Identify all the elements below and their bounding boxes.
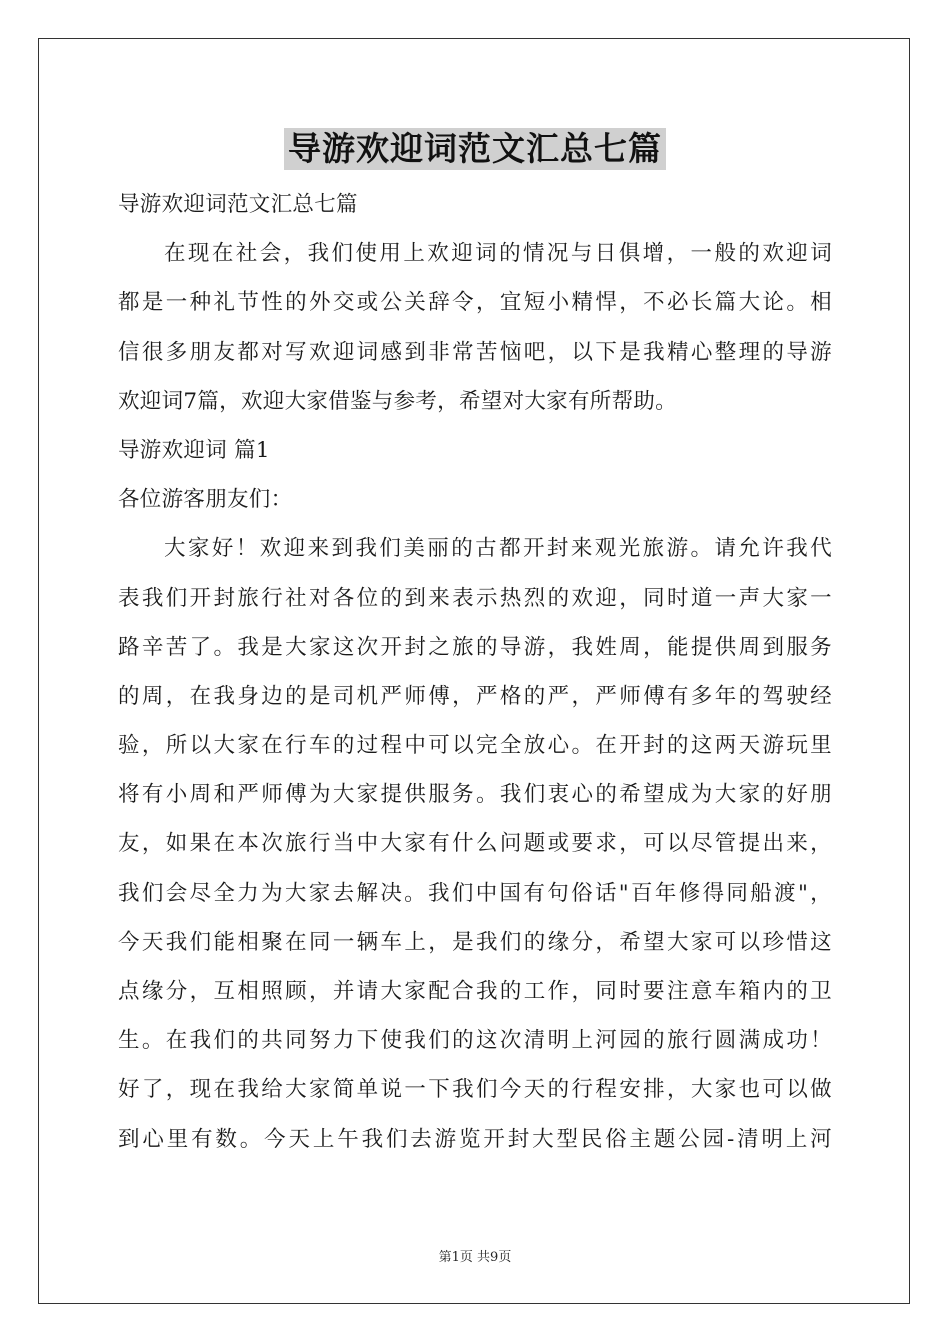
text-line: 欢迎词7篇，欢迎大家借鉴与参考，希望对大家有所帮助。 <box>118 388 677 414</box>
text-line: 大家好！欢迎来到我们美丽的古都开封来观光旅游。请允许我代 <box>164 536 832 562</box>
text-line: 在现在社会，我们使用上欢迎词的情况与日俱增，一般的欢迎词 <box>164 241 832 267</box>
text-line: 点缘分，互相照顾，并请大家配合我的工作，同时要注意车箱内的卫 <box>118 979 832 1004</box>
text-line: 导游欢迎词范文汇总七篇 <box>118 192 358 217</box>
text-line: 表我们开封旅行社对各位的到来表示热烈的欢迎，同时道一声大家一 <box>118 585 832 611</box>
text-line: 导游欢迎词 篇1 <box>118 437 270 463</box>
text-line: 各位游客朋友们： <box>118 487 293 513</box>
text-line: 到心里有数。今天上午我们去游览开封大型民俗主题公园-清明上河 <box>118 1126 832 1152</box>
text-line: 路辛苦了。我是大家这次开封之旅的导游，我姓周，能提供周到服务 <box>118 634 832 660</box>
text-line: 的周，在我身边的是司机严师傅，严格的严，严师傅有多年的驾驶经 <box>118 683 832 709</box>
text-line: 我们会尽全力为大家去解决。我们中国有句俗话"百年修得同船渡"， <box>118 880 832 906</box>
title-container <box>0 128 950 170</box>
text-line: 好了，现在我给大家简单说一下我们今天的行程安排，大家也可以做 <box>118 1077 832 1103</box>
text-line: 今天我们能相聚在同一辆车上，是我们的缘分，希望大家可以珍惜这 <box>118 929 832 955</box>
page-footer: 第1页 共9页 <box>438 1250 512 1265</box>
document-title: 导游欢迎词范文汇总七篇 <box>284 128 666 170</box>
text-line: 信很多朋友都对写欢迎词感到非常苦恼吧，以下是我精心整理的导游 <box>118 339 832 365</box>
text-line: 友，如果在本次旅行当中大家有什么问题或要求，可以尽管提出来， <box>118 831 832 857</box>
text-line: 验，所以大家在行车的过程中可以完全放心。在开封的这两天游玩里 <box>118 733 832 759</box>
text-line: 都是一种礼节性的外交或公关辞令，宜短小精悍，不必长篇大论。相 <box>118 290 832 316</box>
text-line: 生。在我们的共同努力下使我们的这次清明上河园的旅行圆满成功！ <box>118 1028 832 1054</box>
text-line: 将有小周和严师傅为大家提供服务。我们衷心的希望成为大家的好朋 <box>118 782 832 808</box>
document-body <box>118 180 832 1164</box>
